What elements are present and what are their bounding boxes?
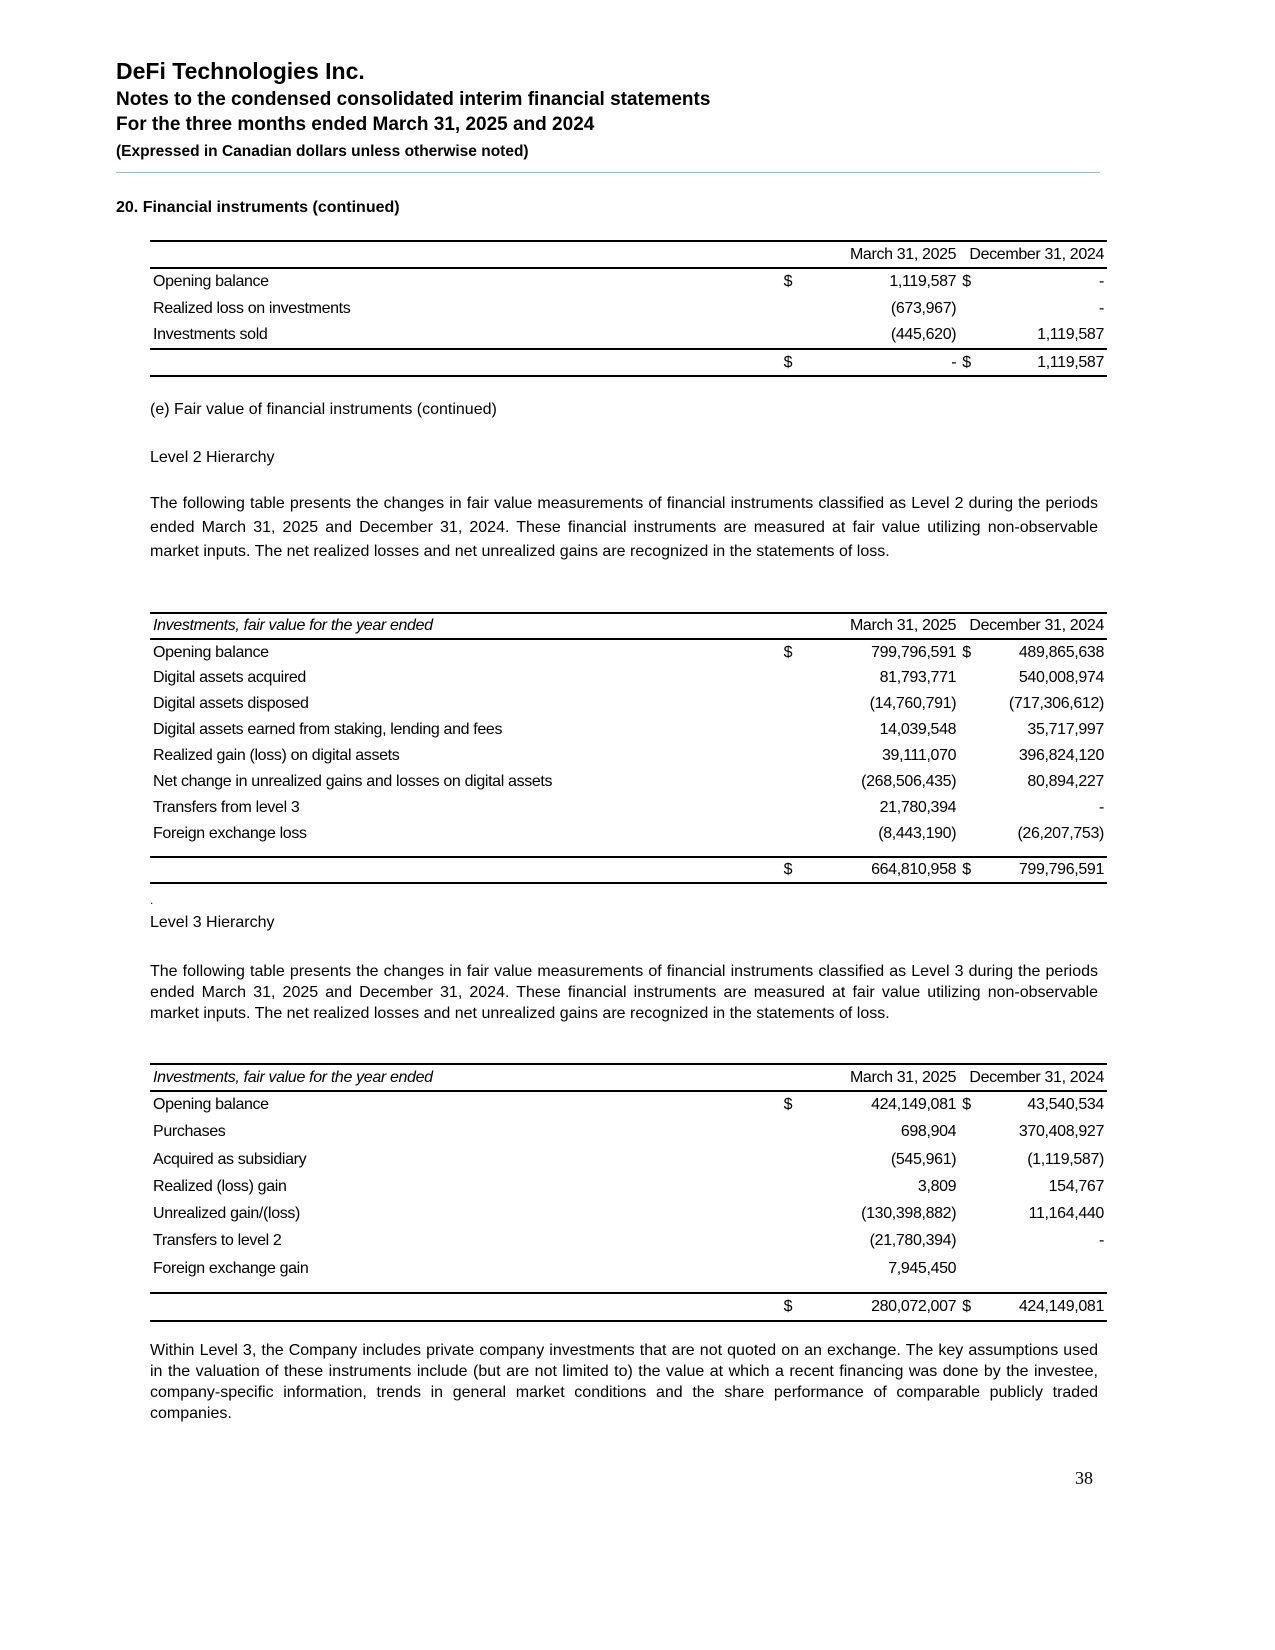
table-row: [150, 1228, 1107, 1255]
value-december-2024: -: [1099, 799, 1104, 816]
currency-symbol: $: [783, 1096, 793, 1114]
row-label: Opening balance: [153, 1096, 269, 1114]
stray-mark: .: [150, 893, 154, 907]
currency-symbol: [959, 743, 980, 769]
table-row: [150, 639, 1107, 665]
currency-symbol: [959, 1119, 980, 1146]
row-label: Transfers to level 2: [153, 1232, 282, 1250]
level2-paragraph: The following table presents the changes in fair value measurements of financial instruments classified as Level 2 during the periods ended March 31, 2025 and December 31, 2024. These financial instruments are measured at fair value utilizing non-observable market inputs. The net realized losses and net unrealized gains are recognized in the statements of loss.: [150, 495, 1098, 560]
currency-symbol: [781, 691, 802, 717]
value-march-2025: 698,904: [900, 1123, 957, 1141]
currency-symbol: [959, 691, 980, 717]
value-december-2024: -: [1099, 273, 1104, 290]
currency-symbol: [959, 1228, 980, 1255]
value-december-2024: 43,540,534: [1027, 1096, 1104, 1114]
value-march-2025: 664,810,958: [802, 857, 960, 883]
period-subtitle: For the three months ended March 31, 2025 and 2024: [116, 114, 595, 135]
currency-symbol: [781, 821, 802, 847]
column-header: December 31, 2024: [959, 1064, 1107, 1091]
value-december-2024: -: [1099, 299, 1104, 317]
row-label: Realized loss on investments: [153, 299, 351, 317]
row-label: Digital assets disposed: [153, 695, 309, 712]
company-name: DeFi Technologies Inc.: [116, 58, 365, 84]
table-row: [150, 1200, 1107, 1227]
value-march-2025: 280,072,007: [802, 1293, 960, 1320]
row-label: [150, 349, 781, 376]
value-december-2024: 540,008,974: [1018, 669, 1104, 686]
column-header: March 31, 2025: [802, 241, 960, 268]
value-december-2024: -: [1099, 1232, 1104, 1250]
header-label: [150, 241, 781, 268]
currency-symbol: [959, 795, 980, 821]
currency-symbol: [959, 717, 980, 743]
value-march-2025: 81,793,771: [879, 669, 957, 686]
value-december-2024: 80,894,227: [1027, 773, 1104, 790]
value-march-2025: (545,961): [890, 1150, 957, 1168]
currency-symbol: [781, 769, 802, 795]
currency-symbol: [781, 1173, 802, 1200]
currency-symbol: $: [962, 643, 971, 661]
value-march-2025: (21,780,394): [869, 1232, 957, 1250]
currency-symbol: [959, 322, 980, 349]
table-row: [150, 691, 1107, 717]
column-header: March 31, 2025: [802, 1064, 960, 1091]
currency-symbol: [781, 1228, 802, 1255]
table-row: [150, 1173, 1107, 1200]
row-label: Investments sold: [153, 326, 268, 343]
value-december-2024: [980, 1255, 1107, 1282]
row-label: Realized gain (loss) on digital assets: [153, 747, 400, 764]
currency-symbol: [781, 295, 802, 322]
currency-symbol: $: [781, 1293, 802, 1320]
value-march-2025: 799,796,591: [871, 643, 957, 661]
column-header: March 31, 2025: [802, 613, 960, 639]
level3-table: [150, 1063, 1107, 1322]
value-march-2025: 21,780,394: [879, 799, 957, 816]
row-label: Net change in unrealized gains and losses on digital assets: [153, 773, 553, 790]
currency-symbol: [959, 665, 980, 691]
currency-symbol: [781, 743, 802, 769]
currency-symbol: [959, 1173, 980, 1200]
table-row: [150, 1255, 1107, 1282]
currency-symbol: $: [962, 273, 971, 290]
value-march-2025: (268,506,435): [861, 773, 957, 790]
currency-symbol: [959, 821, 980, 847]
value-december-2024: 370,408,927: [1018, 1123, 1104, 1141]
value-december-2024: 11,164,440: [1028, 1205, 1104, 1223]
row-label: Transfers from level 3: [153, 799, 300, 816]
value-march-2025: 39,111,070: [882, 747, 957, 764]
table-header-row: [150, 241, 1107, 268]
currency-symbol: $: [783, 273, 793, 290]
level3-heading: Level 3 Hierarchy: [150, 914, 275, 931]
currency-symbol: $: [962, 1096, 971, 1114]
value-december-2024: (717,306,612): [1008, 695, 1104, 712]
table-header-row: [150, 1064, 1107, 1091]
table-row: [150, 322, 1107, 349]
value-march-2025: 1,119,587: [889, 273, 957, 290]
value-march-2025: (14,760,791): [869, 695, 957, 712]
value-march-2025: (130,398,882): [861, 1205, 957, 1223]
currency-symbol: [959, 1255, 980, 1282]
section-title: 20. Financial instruments (continued): [116, 199, 400, 216]
subsection-title: (e) Fair value of financial instruments (continued): [150, 401, 497, 418]
currency-symbol: $: [781, 349, 802, 376]
currency-symbol: [781, 1255, 802, 1282]
spacer-row: [150, 847, 1107, 857]
document-subtitle: Notes to the condensed consolidated interim financial statements: [116, 89, 711, 110]
header-label: Investments, fair value for the year ended: [150, 1064, 781, 1091]
row-label: Opening balance: [153, 273, 269, 290]
value-march-2025: (445,620): [890, 326, 957, 343]
row-label: Realized (loss) gain: [153, 1177, 287, 1195]
value-march-2025: -: [802, 349, 960, 376]
table-row: [150, 1119, 1107, 1146]
currency-symbol: $: [959, 1293, 980, 1320]
value-december-2024: 424,149,081: [980, 1293, 1107, 1320]
currency-symbol: $: [959, 857, 980, 883]
total-row: [150, 1293, 1107, 1320]
currency-symbol: [781, 717, 802, 743]
row-label: Foreign exchange gain: [153, 1259, 309, 1277]
currency-symbol: [959, 1200, 980, 1227]
currency-symbol: [959, 1146, 980, 1173]
column-header: December 31, 2024: [959, 241, 1107, 268]
table-row: [150, 295, 1107, 322]
level2-table: [150, 612, 1107, 884]
header-divider: [116, 172, 1100, 173]
row-label: Digital assets earned from staking, lending and fees: [153, 721, 503, 738]
value-december-2024: 154,767: [1048, 1177, 1104, 1195]
level3-closing-paragraph: Within Level 3, the Company includes private company investments that are not quoted on an exchange. The key assumptions used in the valuation of these instruments include (but are not limited to) the value at which a recent financing was done by the investee, company-specific information, trends in general market conditions and the share performance of comparable publicly traded companies.: [150, 1342, 1098, 1422]
header-label: Investments, fair value for the year ended: [150, 613, 781, 639]
currency-symbol: $: [783, 643, 793, 661]
currency-symbol: [781, 322, 802, 349]
currency-symbol: [781, 795, 802, 821]
currency-symbol: [781, 1200, 802, 1227]
table-row: [150, 769, 1107, 795]
row-label: [150, 857, 781, 883]
table-row: [150, 1146, 1107, 1173]
investments-table: [150, 240, 1107, 377]
value-march-2025: 3,809: [917, 1177, 957, 1195]
value-march-2025: (673,967): [890, 299, 957, 317]
table-row: [150, 795, 1107, 821]
total-row: [150, 349, 1107, 376]
page-number: 38: [1075, 1468, 1093, 1488]
row-label: Digital assets acquired: [153, 669, 306, 686]
row-label: Acquired as subsidiary: [153, 1150, 307, 1168]
row-label: Foreign exchange loss: [153, 825, 307, 842]
value-december-2024: (26,207,753): [1017, 825, 1104, 842]
row-label: [150, 1293, 781, 1320]
currency-note: (Expressed in Canadian dollars unless otherwise noted): [116, 143, 529, 160]
currency-symbol: [959, 295, 980, 322]
currency-symbol: [781, 1146, 802, 1173]
currency-symbol: [959, 769, 980, 795]
spacer-row: [150, 1282, 1107, 1293]
value-december-2024: 35,717,997: [1027, 721, 1104, 738]
table-row: [150, 743, 1107, 769]
value-december-2024: 489,865,638: [1018, 643, 1104, 661]
value-march-2025: 7,945,450: [888, 1259, 957, 1277]
value-december-2024: 799,796,591: [980, 857, 1107, 883]
table-row: [150, 717, 1107, 743]
value-march-2025: 424,149,081: [871, 1096, 957, 1114]
table-row: [150, 665, 1107, 691]
row-label: Purchases: [153, 1123, 226, 1141]
total-row: [150, 857, 1107, 883]
value-march-2025: (8,443,190): [878, 825, 957, 842]
currency-symbol: $: [781, 857, 802, 883]
level2-heading: Level 2 Hierarchy: [150, 449, 275, 466]
column-header: December 31, 2024: [959, 613, 1107, 639]
table-row: [150, 268, 1107, 295]
level3-paragraph: The following table presents the changes in fair value measurements of financial instruments classified as Level 3 during the periods ended March 31, 2025 and December 31, 2024. These financial instruments are measured at fair value utilizing non-observable market inputs. The net realized losses and net unrealized gains are recognized in the statements of loss.: [150, 963, 1098, 1022]
table-row: [150, 821, 1107, 847]
table-header-row: [150, 613, 1107, 639]
table-row: [150, 1091, 1107, 1118]
row-label: Unrealized gain/(loss): [153, 1205, 301, 1223]
currency-symbol: [781, 1119, 802, 1146]
value-december-2024: 1,119,587: [1037, 326, 1104, 343]
value-december-2024: 1,119,587: [980, 349, 1107, 376]
value-march-2025: 14,039,548: [879, 721, 957, 738]
value-december-2024: (1,119,587): [1027, 1150, 1104, 1168]
row-label: Opening balance: [153, 643, 269, 661]
currency-symbol: $: [959, 349, 980, 376]
value-december-2024: 396,824,120: [1018, 747, 1104, 764]
currency-symbol: [781, 665, 802, 691]
